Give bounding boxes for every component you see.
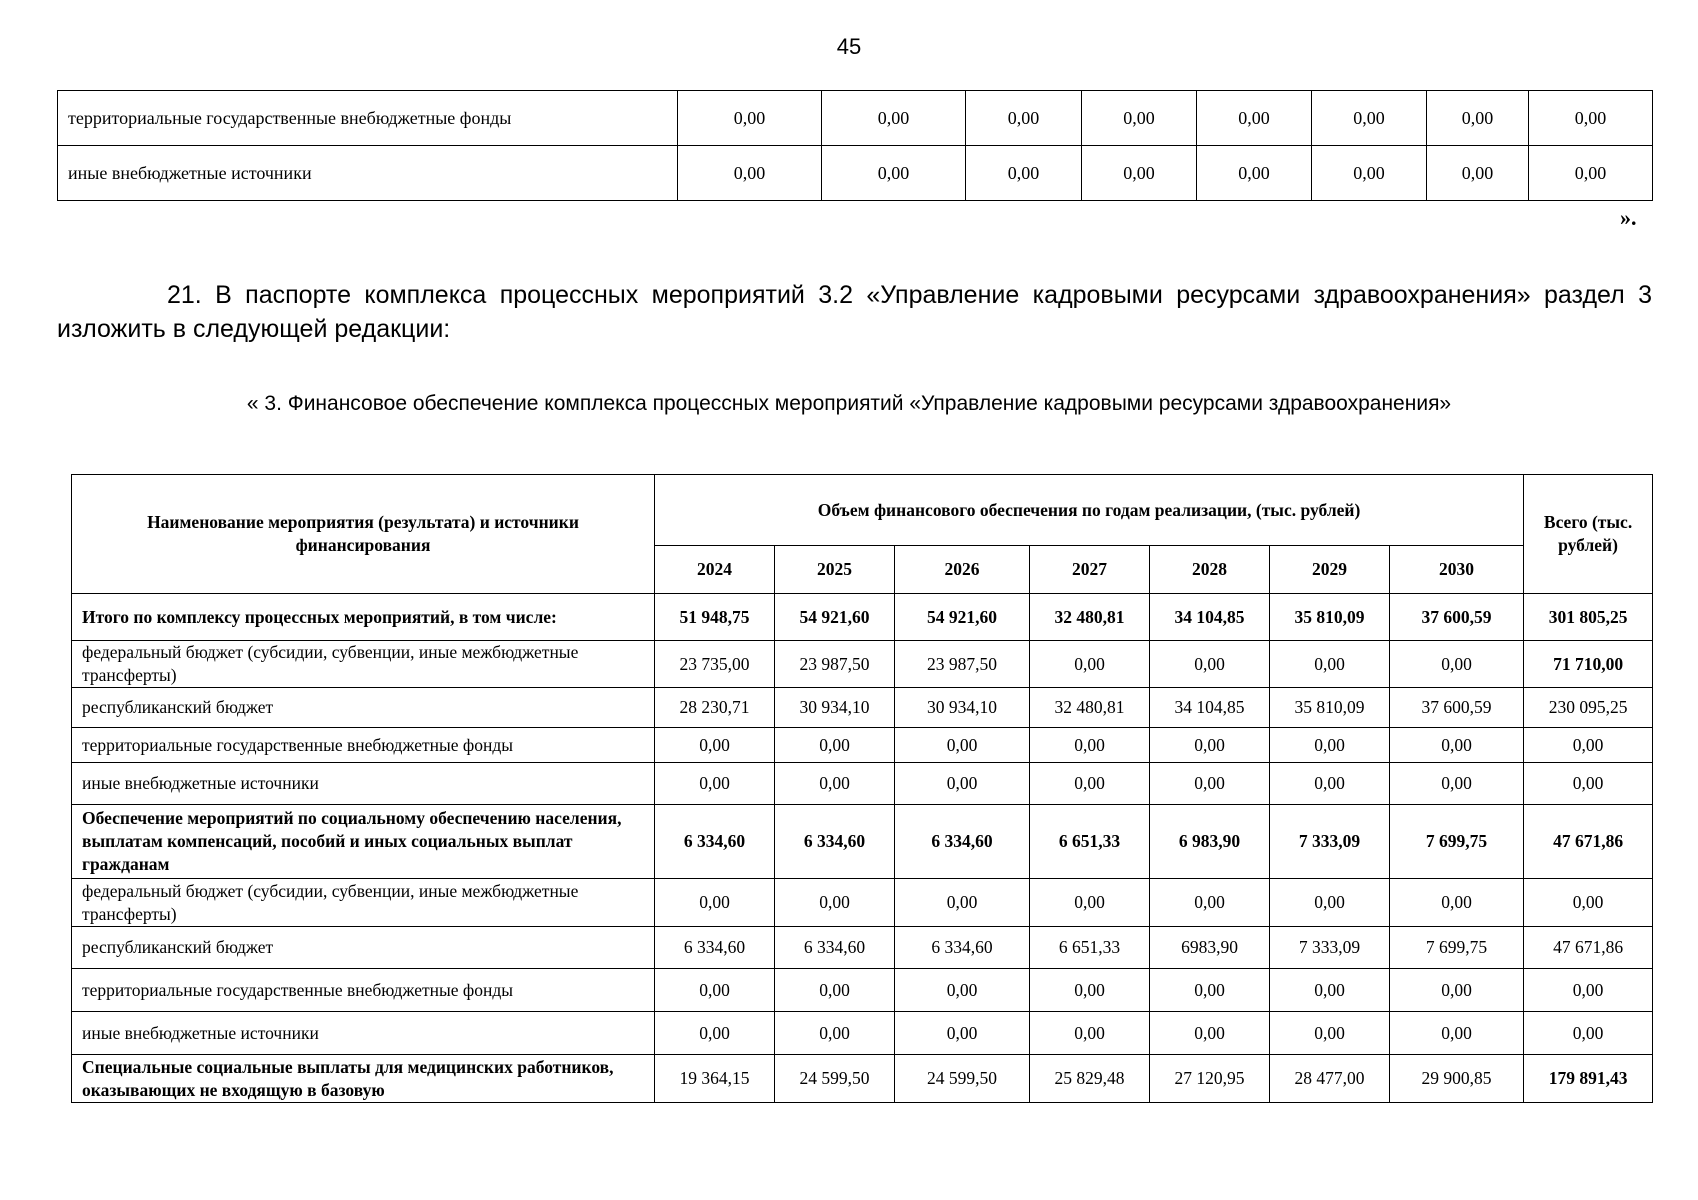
- row-name: Итого по комплексу процессных мероприятий, в том числе:: [72, 594, 655, 641]
- value-cell: 0,00: [1529, 146, 1653, 201]
- value-cell: 7 699,75: [1390, 927, 1524, 969]
- value-cell: 6 334,60: [895, 805, 1030, 879]
- total-cell: 0,00: [1524, 763, 1653, 805]
- value-cell: 0,00: [1082, 146, 1197, 201]
- value-cell: 0,00: [1427, 91, 1529, 146]
- value-cell: 0,00: [678, 91, 822, 146]
- value-cell: 0,00: [895, 969, 1030, 1012]
- value-cell: 25 829,48: [1030, 1055, 1150, 1103]
- value-cell: 0,00: [1150, 969, 1270, 1012]
- value-cell: 24 599,50: [775, 1055, 895, 1103]
- value-cell: 34 104,85: [1150, 688, 1270, 728]
- row-name: Обеспечение мероприятий по социальному обеспечению населения, выплатам компенсаций, пособий и иных социальных выплат гражданам: [72, 805, 655, 879]
- row-name: республиканский бюджет: [72, 927, 655, 969]
- total-cell: 0,00: [1524, 969, 1653, 1012]
- name-column-header: Наименование мероприятия (результата) и источники финансирования: [72, 475, 655, 594]
- total-column-header: Всего (тыс. рублей): [1524, 475, 1653, 594]
- value-cell: 51 948,75: [655, 594, 775, 641]
- total-cell: 71 710,00: [1524, 641, 1653, 688]
- value-cell: 24 599,50: [895, 1055, 1030, 1103]
- value-cell: 7 699,75: [1390, 805, 1524, 879]
- value-cell: 30 934,10: [775, 688, 895, 728]
- value-cell: 0,00: [1270, 879, 1390, 927]
- row-name: иные внебюджетные источники: [58, 146, 678, 201]
- value-cell: 0,00: [895, 728, 1030, 763]
- row-name: территориальные государственные внебюджетные фонды: [72, 969, 655, 1012]
- value-cell: 0,00: [1270, 763, 1390, 805]
- value-cell: 0,00: [1030, 969, 1150, 1012]
- row-name: территориальные государственные внебюджетные фонды: [58, 91, 678, 146]
- value-cell: 7 333,09: [1270, 927, 1390, 969]
- value-cell: 0,00: [1082, 91, 1197, 146]
- value-cell: 0,00: [1270, 1012, 1390, 1055]
- value-cell: 0,00: [775, 1012, 895, 1055]
- table-row: [72, 969, 1653, 1012]
- value-cell: 6983,90: [1150, 927, 1270, 969]
- table-row: [72, 641, 1653, 688]
- year-header: 2029: [1270, 546, 1390, 594]
- table-row: [72, 688, 1653, 728]
- value-cell: 0,00: [966, 146, 1082, 201]
- row-name: иные внебюджетные источники: [72, 1012, 655, 1055]
- value-cell: 0,00: [1150, 728, 1270, 763]
- year-header: 2028: [1150, 546, 1270, 594]
- value-cell: 0,00: [1030, 728, 1150, 763]
- value-cell: 6 334,60: [655, 927, 775, 969]
- section-title: « 3. Финансовое обеспечение комплекса процессных мероприятий «Управление кадровыми ресурсами здравоохранения»: [246, 392, 1452, 415]
- value-cell: 0,00: [1150, 1012, 1270, 1055]
- total-cell: 0,00: [1524, 728, 1653, 763]
- table-row: [72, 879, 1653, 927]
- total-cell: 230 095,25: [1524, 688, 1653, 728]
- value-cell: 0,00: [822, 146, 966, 201]
- value-cell: 19 364,15: [655, 1055, 775, 1103]
- value-cell: 0,00: [822, 91, 966, 146]
- value-cell: 54 921,60: [775, 594, 895, 641]
- table-row: [58, 146, 1653, 201]
- value-cell: 27 120,95: [1150, 1055, 1270, 1103]
- table-row: [58, 91, 1653, 146]
- value-cell: 0,00: [1390, 879, 1524, 927]
- value-cell: 0,00: [1390, 969, 1524, 1012]
- table-row: [72, 805, 1653, 879]
- table-row: [72, 1055, 1653, 1103]
- value-cell: 6 983,90: [1150, 805, 1270, 879]
- value-cell: 6 651,33: [1030, 927, 1150, 969]
- row-name: республиканский бюджет: [72, 688, 655, 728]
- value-cell: 0,00: [1150, 763, 1270, 805]
- financing-table: [71, 474, 1653, 1103]
- value-cell: 0,00: [895, 879, 1030, 927]
- value-cell: 30 934,10: [895, 688, 1030, 728]
- value-cell: 0,00: [1030, 1012, 1150, 1055]
- value-cell: 0,00: [655, 969, 775, 1012]
- value-cell: 0,00: [775, 969, 895, 1012]
- row-name: Специальные социальные выплаты для медицинских работников, оказывающих не входящую в базовую: [72, 1055, 655, 1103]
- value-cell: 6 651,33: [1030, 805, 1150, 879]
- value-cell: 0,00: [775, 879, 895, 927]
- value-cell: 0,00: [655, 1012, 775, 1055]
- value-cell: 6 334,60: [775, 805, 895, 879]
- total-cell: 47 671,86: [1524, 805, 1653, 879]
- value-cell: 0,00: [1030, 641, 1150, 688]
- value-cell: 0,00: [678, 146, 822, 201]
- row-name: федеральный бюджет (субсидии, субвенции, иные межбюджетные трансферты): [72, 641, 655, 688]
- value-cell: 23 987,50: [775, 641, 895, 688]
- amendment-paragraph: 21. В паспорте комплекса процессных мероприятий 3.2 «Управление кадровыми ресурсами здравоохранения» раздел 3 изложить в следующей редакции:: [57, 281, 1652, 343]
- header-row: [72, 475, 1653, 546]
- value-cell: 34 104,85: [1150, 594, 1270, 641]
- total-cell: 0,00: [1524, 879, 1653, 927]
- total-cell: 301 805,25: [1524, 594, 1653, 641]
- value-cell: 6 334,60: [895, 927, 1030, 969]
- value-cell: 0,00: [1312, 91, 1427, 146]
- table-row: [72, 1012, 1653, 1055]
- total-cell: 179 891,43: [1524, 1055, 1653, 1103]
- value-cell: 0,00: [1390, 763, 1524, 805]
- value-cell: 0,00: [1312, 146, 1427, 201]
- value-cell: 0,00: [1427, 146, 1529, 201]
- value-cell: 7 333,09: [1270, 805, 1390, 879]
- value-cell: 0,00: [1197, 91, 1312, 146]
- value-cell: 23 987,50: [895, 641, 1030, 688]
- value-cell: 0,00: [1150, 879, 1270, 927]
- closing-quote: ».: [1620, 205, 1637, 230]
- row-name: иные внебюджетные источники: [72, 763, 655, 805]
- total-cell: 0,00: [1524, 1012, 1653, 1055]
- value-cell: 0,00: [655, 728, 775, 763]
- value-cell: 0,00: [1030, 763, 1150, 805]
- year-header: 2024: [655, 546, 775, 594]
- table-row: [72, 728, 1653, 763]
- value-cell: 6 334,60: [775, 927, 895, 969]
- value-cell: 0,00: [1270, 969, 1390, 1012]
- value-cell: 0,00: [895, 763, 1030, 805]
- value-cell: 0,00: [1197, 146, 1312, 201]
- value-cell: 54 921,60: [895, 594, 1030, 641]
- continued-table: [57, 90, 1653, 201]
- value-cell: 0,00: [1270, 641, 1390, 688]
- value-cell: 0,00: [655, 763, 775, 805]
- value-cell: 0,00: [775, 763, 895, 805]
- value-cell: 35 810,09: [1270, 594, 1390, 641]
- value-cell: 0,00: [1390, 728, 1524, 763]
- year-header: 2030: [1390, 546, 1524, 594]
- row-name: федеральный бюджет (субсидии, субвенции, иные межбюджетные трансферты): [72, 879, 655, 927]
- year-header: 2026: [895, 546, 1030, 594]
- value-cell: 28 477,00: [1270, 1055, 1390, 1103]
- page-number: 45: [836, 34, 862, 59]
- value-cell: 37 600,59: [1390, 594, 1524, 641]
- value-cell: 28 230,71: [655, 688, 775, 728]
- value-cell: 0,00: [775, 728, 895, 763]
- value-cell: 6 334,60: [655, 805, 775, 879]
- value-cell: 0,00: [1529, 91, 1653, 146]
- value-cell: 23 735,00: [655, 641, 775, 688]
- total-cell: 47 671,86: [1524, 927, 1653, 969]
- value-cell: 0,00: [655, 879, 775, 927]
- volume-column-header: Объем финансового обеспечения по годам реализации, (тыс. рублей): [655, 475, 1524, 546]
- value-cell: 29 900,85: [1390, 1055, 1524, 1103]
- value-cell: 0,00: [966, 91, 1082, 146]
- row-name: территориальные государственные внебюджетные фонды: [72, 728, 655, 763]
- year-header: 2027: [1030, 546, 1150, 594]
- value-cell: 32 480,81: [1030, 594, 1150, 641]
- value-cell: 32 480,81: [1030, 688, 1150, 728]
- year-header: 2025: [775, 546, 895, 594]
- value-cell: 37 600,59: [1390, 688, 1524, 728]
- value-cell: 35 810,09: [1270, 688, 1390, 728]
- value-cell: 0,00: [1030, 879, 1150, 927]
- value-cell: 0,00: [1150, 641, 1270, 688]
- table-row: [72, 763, 1653, 805]
- value-cell: 0,00: [1390, 1012, 1524, 1055]
- value-cell: 0,00: [1390, 641, 1524, 688]
- value-cell: 0,00: [895, 1012, 1030, 1055]
- table-row: [72, 594, 1653, 641]
- table-row: [72, 927, 1653, 969]
- value-cell: 0,00: [1270, 728, 1390, 763]
